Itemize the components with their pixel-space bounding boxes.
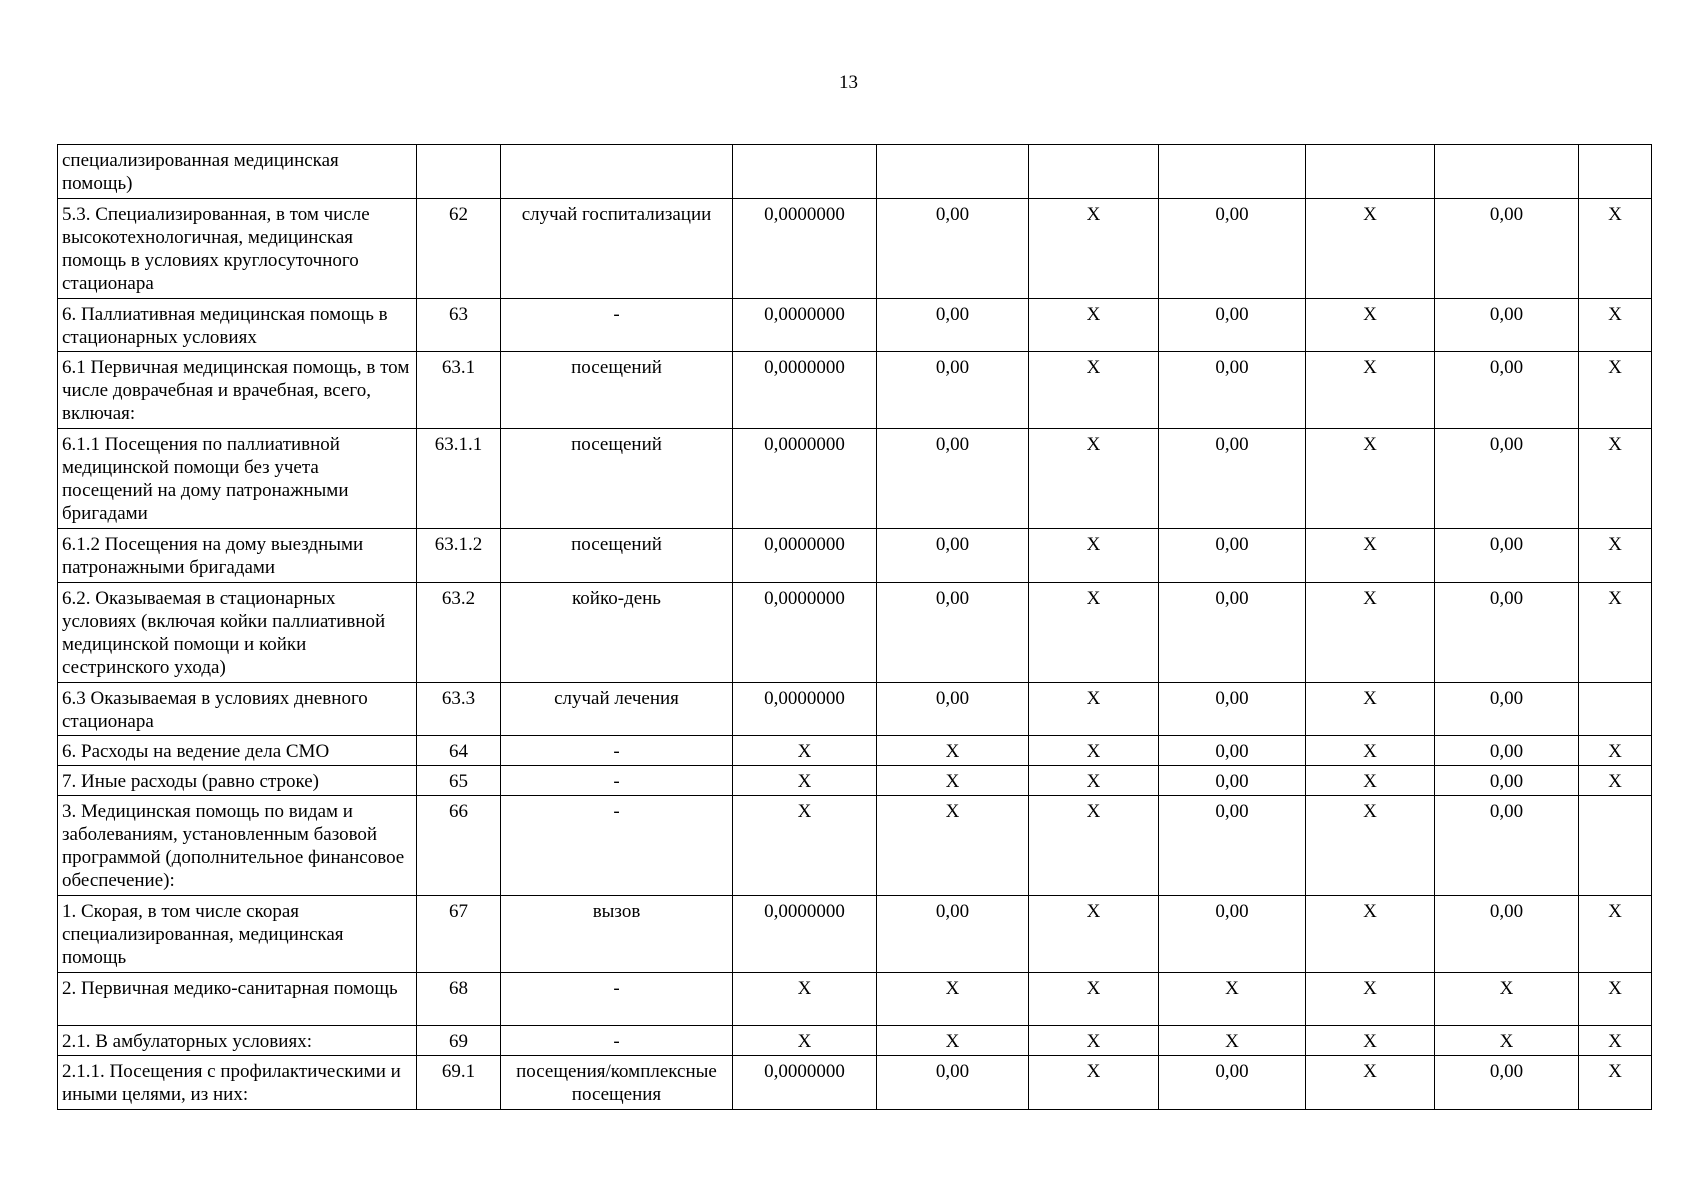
value-cell-1: 0,0000000 xyxy=(733,352,877,429)
value-cell-6: 0,00 xyxy=(1435,1056,1579,1110)
value-cell-2: 0,00 xyxy=(877,199,1029,299)
value-cell-3: Х xyxy=(1029,199,1159,299)
row-code-cell: 64 xyxy=(417,736,501,766)
value-cell-2: Х xyxy=(877,1026,1029,1056)
value-cell-4 xyxy=(1159,145,1306,199)
value-cell-3: Х xyxy=(1029,1026,1159,1056)
table-row xyxy=(58,896,1652,973)
value-cell-2 xyxy=(877,145,1029,199)
row-name-cell: 6.1.2 Посещения на дому выездными патронажными бригадами xyxy=(58,529,417,583)
unit-cell: - xyxy=(501,766,733,796)
value-cell-3: Х xyxy=(1029,429,1159,529)
unit-cell xyxy=(501,145,733,199)
value-cell-5: Х xyxy=(1306,796,1435,896)
unit-cell: вызов xyxy=(501,896,733,973)
value-cell-3: Х xyxy=(1029,896,1159,973)
value-cell-5: Х xyxy=(1306,299,1435,352)
value-cell-4: 0,00 xyxy=(1159,683,1306,736)
value-cell-7: Х xyxy=(1579,1026,1652,1056)
row-name-cell: 2.1. В амбулаторных условиях: xyxy=(58,1026,417,1056)
value-cell-6: 0,00 xyxy=(1435,429,1579,529)
value-cell-2: 0,00 xyxy=(877,299,1029,352)
value-cell-5: Х xyxy=(1306,352,1435,429)
row-code-cell: 69 xyxy=(417,1026,501,1056)
value-cell-6: 0,00 xyxy=(1435,352,1579,429)
value-cell-4: 0,00 xyxy=(1159,896,1306,973)
value-cell-2: 0,00 xyxy=(877,896,1029,973)
row-code-cell: 67 xyxy=(417,896,501,973)
value-cell-1 xyxy=(733,145,877,199)
table-row xyxy=(58,352,1652,429)
row-name-cell: 3. Медицинская помощь по видам и заболеваниям, установленным базовой программой (дополнительное финансовое обеспечение): xyxy=(58,796,417,896)
value-cell-2: 0,00 xyxy=(877,1056,1029,1110)
value-cell-4: 0,00 xyxy=(1159,1056,1306,1110)
table-row xyxy=(58,429,1652,529)
value-cell-5: Х xyxy=(1306,896,1435,973)
value-cell-7: Х xyxy=(1579,299,1652,352)
value-cell-1: Х xyxy=(733,973,877,1026)
value-cell-2: 0,00 xyxy=(877,529,1029,583)
value-cell-4: 0,00 xyxy=(1159,766,1306,796)
unit-cell: посещений xyxy=(501,352,733,429)
value-cell-3: Х xyxy=(1029,736,1159,766)
value-cell-2: 0,00 xyxy=(877,352,1029,429)
page-number: 13 xyxy=(839,72,858,93)
value-cell-3 xyxy=(1029,145,1159,199)
value-cell-1: 0,0000000 xyxy=(733,583,877,683)
value-cell-3: Х xyxy=(1029,1056,1159,1110)
table-row xyxy=(58,683,1652,736)
value-cell-7 xyxy=(1579,796,1652,896)
value-cell-3: Х xyxy=(1029,529,1159,583)
value-cell-3: Х xyxy=(1029,583,1159,683)
value-cell-7: Х xyxy=(1579,529,1652,583)
row-code-cell xyxy=(417,145,501,199)
value-cell-5: Х xyxy=(1306,1056,1435,1110)
value-cell-2: Х xyxy=(877,736,1029,766)
value-cell-6: Х xyxy=(1435,973,1579,1026)
unit-cell: посещений xyxy=(501,429,733,529)
value-cell-4: 0,00 xyxy=(1159,299,1306,352)
value-cell-5 xyxy=(1306,145,1435,199)
unit-cell: посещения/комплексные посещения xyxy=(501,1056,733,1110)
row-name-cell: 2. Первичная медико-санитарная помощь xyxy=(58,973,417,1026)
row-code-cell: 62 xyxy=(417,199,501,299)
value-cell-4: Х xyxy=(1159,973,1306,1026)
value-cell-7: Х xyxy=(1579,896,1652,973)
value-cell-5: Х xyxy=(1306,429,1435,529)
value-cell-7 xyxy=(1579,683,1652,736)
value-cell-3: Х xyxy=(1029,973,1159,1026)
value-cell-2: 0,00 xyxy=(877,429,1029,529)
value-cell-5: Х xyxy=(1306,766,1435,796)
row-code-cell: 65 xyxy=(417,766,501,796)
value-cell-5: Х xyxy=(1306,583,1435,683)
value-cell-6: 0,00 xyxy=(1435,199,1579,299)
value-cell-6: Х xyxy=(1435,1026,1579,1056)
value-cell-1: Х xyxy=(733,736,877,766)
value-cell-7: Х xyxy=(1579,736,1652,766)
row-name-cell: 7. Иные расходы (равно строке) xyxy=(58,766,417,796)
value-cell-4: 0,00 xyxy=(1159,796,1306,896)
value-cell-3: Х xyxy=(1029,683,1159,736)
value-cell-6: 0,00 xyxy=(1435,529,1579,583)
value-cell-4: 0,00 xyxy=(1159,583,1306,683)
value-cell-3: Х xyxy=(1029,352,1159,429)
value-cell-6: 0,00 xyxy=(1435,766,1579,796)
financing-table xyxy=(57,144,1652,1110)
table-row xyxy=(58,766,1652,796)
value-cell-1: 0,0000000 xyxy=(733,429,877,529)
value-cell-1: Х xyxy=(733,1026,877,1056)
value-cell-5: Х xyxy=(1306,683,1435,736)
row-name-cell: 6.1.1 Посещения по паллиативной медицинской помощи без учета посещений на дому патронажными бригадами xyxy=(58,429,417,529)
table-row xyxy=(58,145,1652,199)
value-cell-6: 0,00 xyxy=(1435,896,1579,973)
value-cell-1: 0,0000000 xyxy=(733,299,877,352)
unit-cell: койко-день xyxy=(501,583,733,683)
table-row xyxy=(58,1056,1652,1110)
row-name-cell: 6.3 Оказываемая в условиях дневного стационара xyxy=(58,683,417,736)
value-cell-5: Х xyxy=(1306,736,1435,766)
value-cell-1: 0,0000000 xyxy=(733,529,877,583)
row-code-cell: 63.1 xyxy=(417,352,501,429)
value-cell-7: Х xyxy=(1579,766,1652,796)
value-cell-2: 0,00 xyxy=(877,683,1029,736)
unit-cell: посещений xyxy=(501,529,733,583)
row-code-cell: 66 xyxy=(417,796,501,896)
value-cell-6: 0,00 xyxy=(1435,583,1579,683)
table-row xyxy=(58,299,1652,352)
value-cell-1: 0,0000000 xyxy=(733,1056,877,1110)
unit-cell: - xyxy=(501,973,733,1026)
row-code-cell: 63.3 xyxy=(417,683,501,736)
row-name-cell: 2.1.1. Посещения с профилактическими и иными целями, из них: xyxy=(58,1056,417,1110)
value-cell-4: 0,00 xyxy=(1159,199,1306,299)
unit-cell: - xyxy=(501,1026,733,1056)
value-cell-1: 0,0000000 xyxy=(733,896,877,973)
value-cell-1: 0,0000000 xyxy=(733,199,877,299)
value-cell-5: Х xyxy=(1306,1026,1435,1056)
value-cell-4: 0,00 xyxy=(1159,736,1306,766)
row-code-cell: 63 xyxy=(417,299,501,352)
table-row xyxy=(58,199,1652,299)
table-body xyxy=(58,145,1652,1110)
value-cell-4: Х xyxy=(1159,1026,1306,1056)
value-cell-6: 0,00 xyxy=(1435,683,1579,736)
table-row xyxy=(58,529,1652,583)
value-cell-4: 0,00 xyxy=(1159,429,1306,529)
unit-cell: случай лечения xyxy=(501,683,733,736)
value-cell-2: Х xyxy=(877,766,1029,796)
value-cell-7: Х xyxy=(1579,429,1652,529)
value-cell-2: Х xyxy=(877,973,1029,1026)
row-code-cell: 63.2 xyxy=(417,583,501,683)
table-row xyxy=(58,583,1652,683)
row-code-cell: 69.1 xyxy=(417,1056,501,1110)
value-cell-7: Х xyxy=(1579,1056,1652,1110)
row-name-cell: 1. Скорая, в том числе скорая специализированная, медицинская помощь xyxy=(58,896,417,973)
value-cell-6: 0,00 xyxy=(1435,299,1579,352)
row-name-cell: 6.1 Первичная медицинская помощь, в том числе доврачебная и врачебная, всего, включая: xyxy=(58,352,417,429)
value-cell-4: 0,00 xyxy=(1159,352,1306,429)
value-cell-3: Х xyxy=(1029,766,1159,796)
value-cell-1: 0,0000000 xyxy=(733,683,877,736)
value-cell-5: Х xyxy=(1306,529,1435,583)
table-row xyxy=(58,973,1652,1026)
value-cell-2: Х xyxy=(877,796,1029,896)
table-row xyxy=(58,796,1652,896)
value-cell-5: Х xyxy=(1306,973,1435,1026)
row-code-cell: 63.1.1 xyxy=(417,429,501,529)
value-cell-7: Х xyxy=(1579,352,1652,429)
value-cell-6: 0,00 xyxy=(1435,736,1579,766)
table-row xyxy=(58,1026,1652,1056)
unit-cell: - xyxy=(501,299,733,352)
value-cell-5: Х xyxy=(1306,199,1435,299)
value-cell-6: 0,00 xyxy=(1435,796,1579,896)
value-cell-3: Х xyxy=(1029,299,1159,352)
value-cell-6 xyxy=(1435,145,1579,199)
value-cell-7: Х xyxy=(1579,973,1652,1026)
row-code-cell: 68 xyxy=(417,973,501,1026)
row-name-cell: 6. Расходы на ведение дела СМО xyxy=(58,736,417,766)
unit-cell: случай госпитализации xyxy=(501,199,733,299)
row-name-cell: специализированная медицинская помощь) xyxy=(58,145,417,199)
row-name-cell: 6. Паллиативная медицинская помощь в стационарных условиях xyxy=(58,299,417,352)
unit-cell: - xyxy=(501,796,733,896)
row-name-cell: 5.3. Специализированная, в том числе высокотехнологичная, медицинская помощь в условиях круглосуточного стационара xyxy=(58,199,417,299)
value-cell-2: 0,00 xyxy=(877,583,1029,683)
value-cell-7: Х xyxy=(1579,583,1652,683)
value-cell-1: Х xyxy=(733,766,877,796)
row-code-cell: 63.1.2 xyxy=(417,529,501,583)
value-cell-1: Х xyxy=(733,796,877,896)
value-cell-7: Х xyxy=(1579,199,1652,299)
value-cell-3: Х xyxy=(1029,796,1159,896)
table-row xyxy=(58,736,1652,766)
row-name-cell: 6.2. Оказываемая в стационарных условиях (включая койки паллиативной медицинской помощи и койки сестринского ухода) xyxy=(58,583,417,683)
unit-cell: - xyxy=(501,736,733,766)
value-cell-4: 0,00 xyxy=(1159,529,1306,583)
value-cell-7 xyxy=(1579,145,1652,199)
